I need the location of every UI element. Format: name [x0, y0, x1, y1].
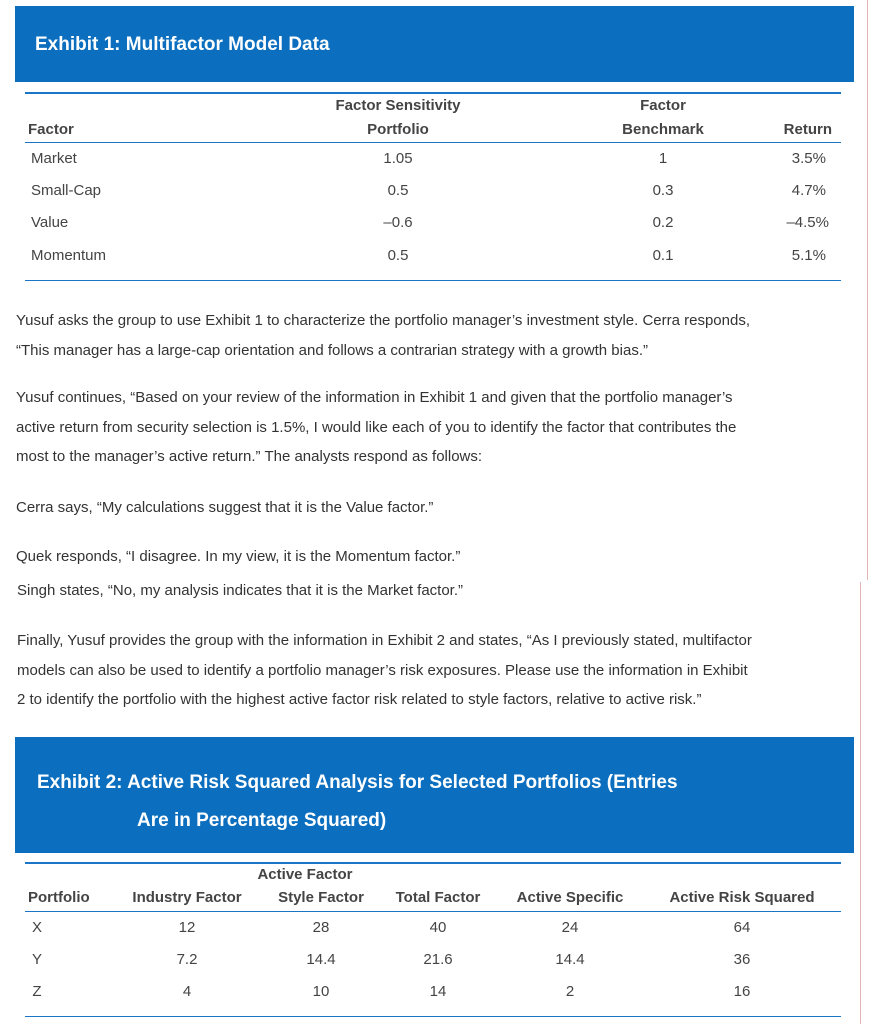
- cell-risk-squared: 64: [733, 919, 751, 936]
- header-portfolio: Portfolio: [28, 889, 90, 906]
- cell-industry: 7.2: [176, 951, 198, 968]
- cell-portfolio: Z: [32, 983, 42, 1000]
- table-rule: [25, 911, 841, 912]
- header-factor-top: Factor: [640, 97, 686, 114]
- header-active-specific: Active Specific: [516, 889, 624, 906]
- cell-portfolio: –0.6: [383, 214, 413, 231]
- paragraph-line: Yusuf continues, “Based on your review of the information in Exhibit 1 and given that the portfolio manager’s: [16, 389, 733, 406]
- cell-portfolio: 0.5: [387, 247, 409, 264]
- cell-style: 28: [312, 919, 330, 936]
- paragraph-style: [16, 306, 856, 365]
- table-rule: [25, 280, 841, 281]
- paragraph-line: active return from security selection is 1.5%, I would like each of you to identify the factor that contributes the: [16, 418, 737, 436]
- paragraph-line: Singh states, “No, my analysis indicates that it is the Market factor.”: [17, 582, 464, 599]
- cell-factor: Market: [31, 150, 77, 167]
- exhibit1-title: Exhibit 1: Multifactor Model Data: [35, 34, 330, 55]
- cell-risk-squared: 16: [733, 983, 751, 1000]
- exhibit1-header: [15, 6, 854, 82]
- header-factor: Factor: [28, 121, 74, 138]
- header-benchmark: Benchmark: [622, 121, 704, 138]
- cell-risk-squared: 36: [733, 951, 751, 968]
- cell-portfolio: Y: [31, 951, 43, 968]
- table-rule: [25, 1016, 841, 1017]
- page-edge-line: [860, 582, 861, 1024]
- header-industry-factor: Industry Factor: [132, 889, 242, 906]
- header-return: Return: [783, 121, 832, 138]
- header-active-risk-squared: Active Risk Squared: [669, 889, 815, 906]
- cell-total: 14: [429, 983, 447, 1000]
- paragraph-line: most to the manager’s active return.” The analysts respond as follows:: [16, 448, 483, 465]
- paragraph-line: models can also be used to identify a portfolio manager’s risk exposures. Please use the information in Exhibit: [17, 661, 748, 679]
- header-total-factor: Total Factor: [395, 889, 481, 906]
- page-edge-line: [867, 0, 868, 580]
- cell-benchmark: 0.3: [652, 182, 674, 199]
- cell-factor: Small-Cap: [31, 182, 102, 199]
- paragraph-exhibit2-intro: [17, 626, 857, 715]
- header-active-factor: Active Factor: [257, 866, 353, 883]
- exhibit2-title-line1: Exhibit 2: Active Risk Squared Analysis for Selected Portfolios (Entries: [37, 772, 678, 793]
- exhibit2-title: [37, 764, 827, 840]
- paragraph-line: 2 to identify the portfolio with the highest active factor risk related to style factors, relative to active risk.”: [17, 691, 702, 708]
- table-rule: [25, 862, 841, 864]
- cell-portfolio: 1.05: [383, 150, 413, 167]
- cell-portfolio: X: [31, 919, 43, 936]
- cell-return: 5.1%: [791, 247, 826, 264]
- cell-style: 14.4: [306, 951, 336, 968]
- table-rule: [25, 142, 841, 143]
- paragraph-line: Cerra says, “My calculations suggest that it is the Value factor.”: [16, 499, 434, 516]
- paragraph-singh: [17, 576, 857, 606]
- cell-portfolio: 0.5: [387, 182, 409, 199]
- cell-benchmark: 0.1: [652, 247, 674, 264]
- cell-benchmark: 1: [658, 150, 668, 167]
- header-portfolio: Portfolio: [367, 121, 429, 138]
- paragraph-line: Finally, Yusuf provides the group with the information in Exhibit 2 and states, “As I previously stated, multifactor: [17, 632, 752, 649]
- cell-style: 10: [312, 983, 330, 1000]
- cell-benchmark: 0.2: [652, 214, 674, 231]
- table-rule: [25, 92, 841, 94]
- cell-return: 4.7%: [791, 182, 826, 199]
- paragraph-active-return: [16, 383, 856, 472]
- header-style-factor: Style Factor: [278, 889, 364, 906]
- cell-industry: 4: [182, 983, 192, 1000]
- cell-total: 21.6: [423, 951, 453, 968]
- cell-return: –4.5%: [786, 214, 829, 231]
- exhibit2-title-line2: Are in Percentage Squared): [137, 810, 387, 831]
- cell-industry: 12: [178, 919, 196, 936]
- paragraph-line: “This manager has a large-cap orientation and follows a contrarian strategy with a growth bias.”: [16, 341, 648, 359]
- header-factor-sensitivity: Factor Sensitivity: [335, 97, 461, 114]
- paragraph-cerra: [16, 493, 856, 523]
- paragraph-line: Quek responds, “I disagree. In my view, it is the Momentum factor.”: [16, 548, 461, 565]
- cell-factor: Momentum: [31, 247, 107, 264]
- cell-specific: 2: [565, 983, 575, 1000]
- cell-specific: 24: [561, 919, 579, 936]
- paragraph-quek: [16, 542, 856, 572]
- paragraph-line: Yusuf asks the group to use Exhibit 1 to characterize the portfolio manager’s investment style. Cerra responds,: [16, 312, 750, 329]
- cell-return: 3.5%: [791, 150, 826, 167]
- cell-specific: 14.4: [555, 951, 585, 968]
- cell-total: 40: [429, 919, 447, 936]
- cell-factor: Value: [31, 214, 69, 231]
- exhibit2-header: [15, 737, 854, 853]
